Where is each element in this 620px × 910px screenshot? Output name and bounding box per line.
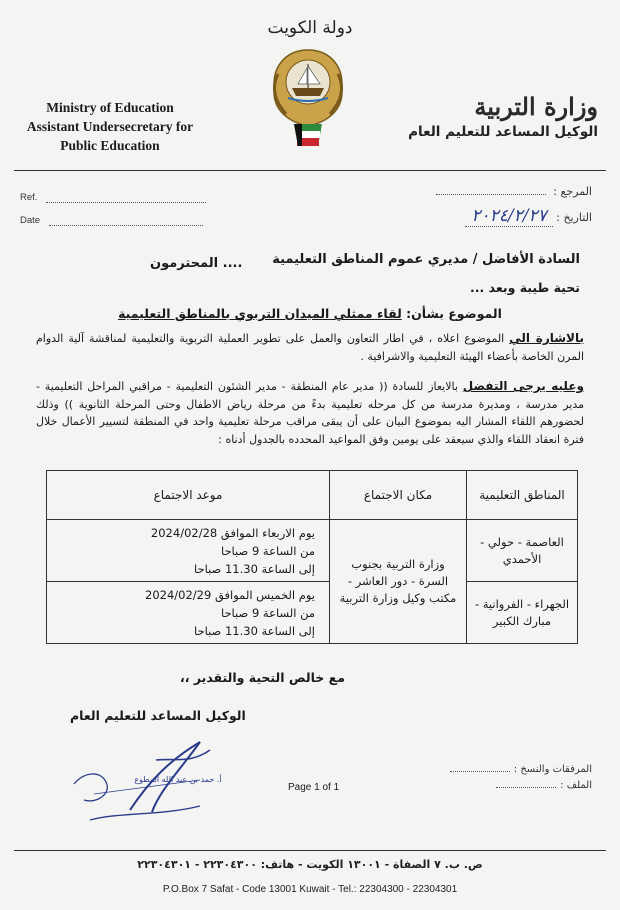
- header-place: مكان الاجتماع: [330, 471, 467, 520]
- ref-line: [20, 192, 206, 203]
- table-header-row: [47, 471, 578, 520]
- time-line: إلى الساعة 11.30 صباحا: [193, 561, 315, 576]
- time-line: من الساعة 9 صباحا: [220, 605, 315, 620]
- english-header: [14, 98, 206, 155]
- english-assistant-line2: Public Education: [60, 138, 160, 153]
- state-name: دولة الكويت: [267, 18, 353, 38]
- subject-label: الموضوع بشأن:: [406, 306, 502, 321]
- subject-line: [40, 306, 580, 321]
- time-cell: [47, 582, 330, 644]
- time-line: يوم الخميس الموافق 2024/02/29: [145, 587, 315, 602]
- ar-date-label: التاريخ: [563, 211, 592, 224]
- ar-date-line: التاريخ : ٢٠٢٤/٢/٢٧: [465, 206, 592, 226]
- subject-text: لقاء ممثلي الميدان التربوي بالمناطق التعليمية: [118, 306, 402, 321]
- ref-label: Ref.: [20, 192, 38, 203]
- header-time: موعد الاجتماع: [47, 471, 330, 520]
- kuwait-emblem-icon: [258, 44, 358, 152]
- time-line: من الساعة 9 صباحا: [220, 543, 315, 558]
- paragraph-1: [36, 330, 584, 365]
- file-line: [450, 778, 592, 794]
- region-cell: العاصمة - حولي - الأحمدي: [467, 520, 578, 582]
- signer-title: الوكيل المساعد للتعليم العام: [70, 708, 246, 723]
- arabic-assistant-title: الوكيل المساعد للتعليم العام: [408, 124, 598, 140]
- paragraph-2-lead: وعليه يرجى التفضل: [462, 379, 584, 393]
- handwritten-date: ٢٠٢٤/٢/٢٧: [465, 206, 552, 227]
- region-cell: الجهراء - الفروانية - مبارك الكبير: [467, 582, 578, 644]
- table-row: [47, 520, 578, 582]
- time-line: يوم الاربعاء الموافق 2024/02/28: [150, 525, 315, 540]
- ar-ref-label: المرجع: [560, 185, 592, 198]
- footer-address-arabic: ص. ب. ٧ الصفاة - ١٣٠٠١ الكويت - هاتف: ٢٢٣٠٤٣٠٠ - ٢٢٣٠٤٣٠١: [137, 858, 483, 871]
- closing-regards: مع خالص التحية والتقدير ،،: [180, 670, 345, 685]
- respect-phrase: .... المحترمون: [150, 256, 243, 271]
- date-dots: [49, 225, 203, 226]
- footer-divider: [14, 850, 606, 851]
- file-label: الملف :: [560, 780, 592, 791]
- signature-stamp-icon: [60, 720, 230, 830]
- paragraph-2: [36, 378, 584, 448]
- table-row: [47, 582, 578, 644]
- enclosures-label: المرفقات والنسخ :: [513, 764, 592, 775]
- time-cell: [47, 520, 330, 582]
- header-regions: المناطق التعليمية: [467, 471, 578, 520]
- time-line: إلى الساعة 11.30 صباحا: [193, 623, 315, 638]
- paragraph-1-lead: بالاشارة الي: [509, 331, 584, 345]
- date-label: Date: [20, 215, 41, 226]
- meeting-schedule-table: [46, 470, 578, 644]
- arabic-ministry-logotype: وزارة التربية: [474, 92, 598, 121]
- greeting: تحية طيبة وبعد ...: [470, 280, 580, 295]
- ar-ref-line: المرجع :: [436, 185, 592, 198]
- signature-name: أ. حمد بن عبد الله المطوع: [134, 775, 222, 784]
- header-divider: [14, 170, 606, 171]
- ar-ref-dots: [436, 194, 546, 195]
- english-assistant-line1: Assistant Undersecretary for: [26, 119, 194, 134]
- enclosures-line: [450, 762, 592, 778]
- paragraph-2-text: بالايعاز للسادة (( مدير عام المنطقة - مدير الشئون التعليمية - مراقبي المراحل التعليمية - مدير مدرسة ، ومديرة مدرسة من كل مرحله تعليمية بدءً من مرحلة رياض الاطفال وحتى المرحلة الثانوية )) وذلك لحضورهم اللقاء المشار اليه بموضوع البيان على أن يبقى مراقب مرحلة تعليمية واحد في المنطقة لتسيير الأعمال خلال فترة انعقاد اللقاء والذي سيعقد على يومين وفق المواعيد المحدده بالجدول أدناه :: [36, 380, 584, 446]
- date-line: [20, 215, 203, 226]
- arabic-header: [398, 92, 598, 140]
- footer-address-english: P.O.Box 7 Safat - Code 13001 Kuwait - Tel.: 22304300 - 22304301: [162, 884, 458, 895]
- ref-dots: [46, 202, 206, 203]
- paragraph-1-text: الموضوع اعلاه ، في اطار التعاون والعمل على تطوير العملية التربوية والتعليمية لمناقشة آلية الدوام المرن الخاصة بأعضاء الهيئة التعليمية والاشرافية .: [36, 332, 584, 363]
- english-ministry-name: Ministry of Education: [46, 100, 174, 115]
- place-cell: وزارة التربية بجنوب السرة - دور العاشر - مكتب وكيل وزارة التربية: [330, 520, 467, 644]
- enclosures-block: [450, 762, 592, 794]
- page-number: Page 1 of 1: [288, 782, 340, 793]
- addressee: السادة الأفاضل / مديري عموم المناطق التعليمية: [272, 252, 580, 267]
